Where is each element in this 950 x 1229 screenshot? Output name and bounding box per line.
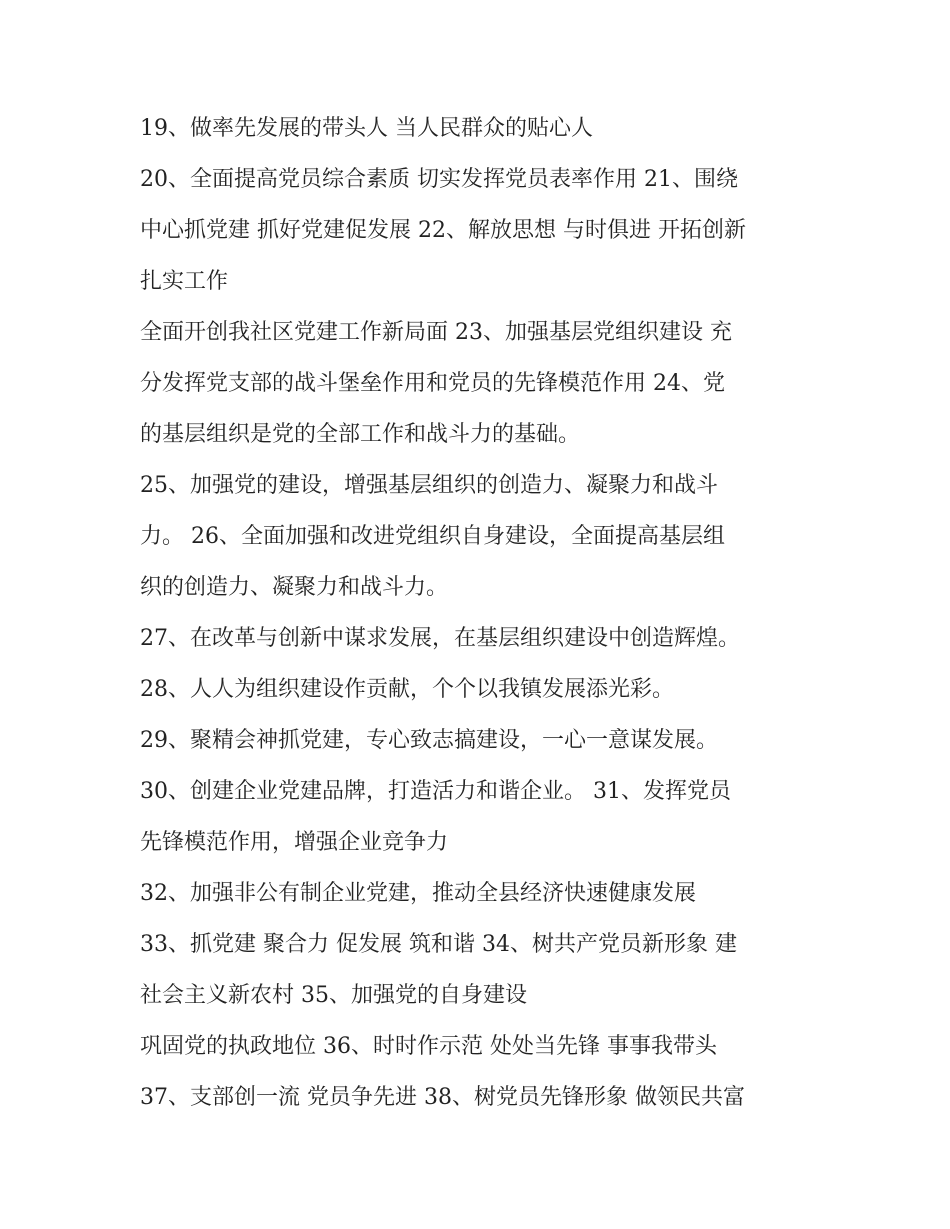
- text-line: 37、支部创一流 党员争先进 38、树党员先锋形象 做领民共富: [140, 1085, 745, 1110]
- text-line: 的基层组织是党的全部工作和战斗力的基础。: [140, 422, 581, 447]
- text-line: 29、聚精会神抓党建，专心致志搞建设，一心一意谋发展。: [140, 728, 718, 753]
- text-line: 32、加强非公有制企业党建，推动全县经济快速健康发展: [140, 881, 696, 906]
- text-line: 30、创建企业党建品牌，打造活力和谐企业。 31、发挥党员: [140, 779, 731, 804]
- text-line: 全面开创我社区党建工作新局面 23、加强基层党组织建设 充: [140, 320, 732, 345]
- text-line: 巩固党的执政地位 36、时时作示范 处处当先锋 事事我带头: [140, 1034, 717, 1059]
- text-line: 社会主义新农村 35、加强党的自身建设: [140, 983, 527, 1008]
- text-line: 20、全面提高党员综合素质 切实发挥党员表率作用 21、围绕: [140, 167, 738, 192]
- text-line: 织的创造力、凝聚力和战斗力。: [140, 575, 449, 600]
- text-line: 19、做率先发展的带头人 当人民群众的贴心人: [140, 116, 593, 141]
- text-line: 分发挥党支部的战斗堡垒作用和党员的先锋模范作用 24、党: [140, 371, 725, 396]
- text-line: 力。 26、全面加强和改进党组织自身建设，全面提高基层组: [140, 524, 725, 549]
- text-line: 25、加强党的建设，增强基层组织的创造力、凝聚力和战斗: [140, 473, 718, 498]
- text-line: 33、抓党建 聚合力 促发展 筑和谐 34、树共产党员新形象 建: [140, 932, 737, 957]
- document-body: [140, 106, 840, 1126]
- text-line: 27、在改革与创新中谋求发展，在基层组织建设中创造辉煌。: [140, 626, 740, 651]
- text-line: 扎实工作: [140, 269, 229, 294]
- text-line: 28、人人为组织建设作贡献，个个以我镇发展添光彩。: [140, 677, 674, 702]
- text-line: 中心抓党建 抓好党建促发展 22、解放思想 与时俱进 开拓创新: [140, 218, 746, 243]
- text-line: 先锋模范作用，增强企业竞争力: [140, 830, 449, 855]
